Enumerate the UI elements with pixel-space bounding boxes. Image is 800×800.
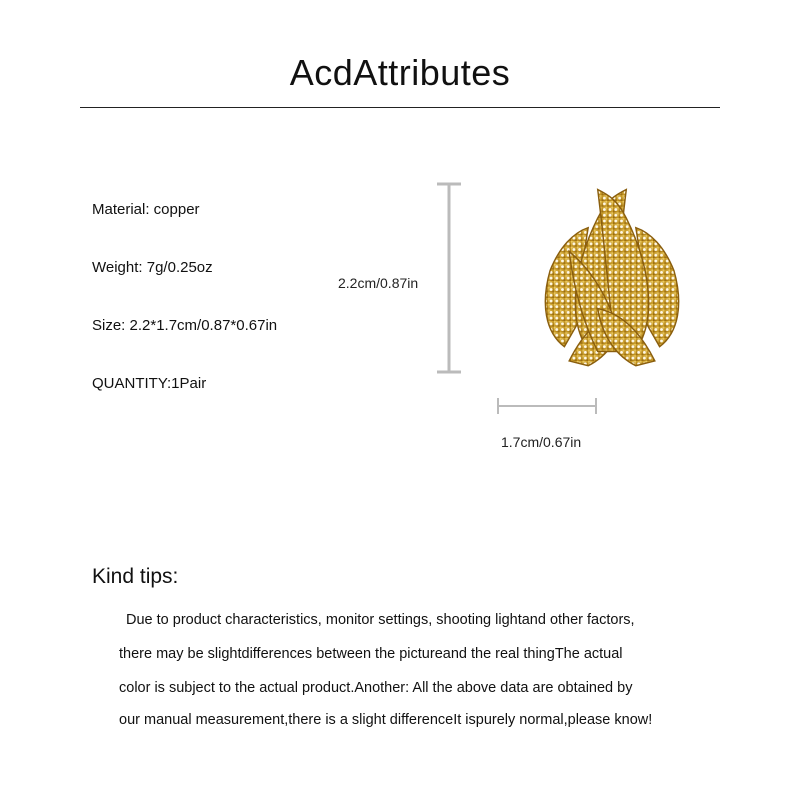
width-dimension-line <box>494 396 600 416</box>
spec-weight: Weight: 7g/0.25oz <box>92 259 213 276</box>
height-dimension-label: 2.2cm/0.87in <box>338 275 419 291</box>
tips-line: color is subject to the actual product.Another: All the above data are obtained by <box>119 680 633 696</box>
width-dimension-label: 1.7cm/0.67in <box>501 434 582 450</box>
tips-line: there may be slightdifferences between the pictureand the real thingThe actual <box>119 646 623 662</box>
spec-quantity: QUANTITY:1Pair <box>92 375 207 392</box>
tips-line: our manual measurement,there is a slight differenceIt ispurely normal,please know! <box>119 712 653 728</box>
kind-tips-heading: Kind tips: <box>92 565 179 588</box>
spec-material: Material: copper <box>92 201 200 218</box>
title-divider <box>80 107 720 108</box>
page-title: AcdAttributes <box>289 52 511 93</box>
earring-pair-image <box>452 180 772 380</box>
tips-line: Due to product characteristics, monitor settings, shooting lightand other factors, <box>126 612 635 628</box>
spec-size: Size: 2.2*1.7cm/0.87*0.67in <box>92 317 278 334</box>
